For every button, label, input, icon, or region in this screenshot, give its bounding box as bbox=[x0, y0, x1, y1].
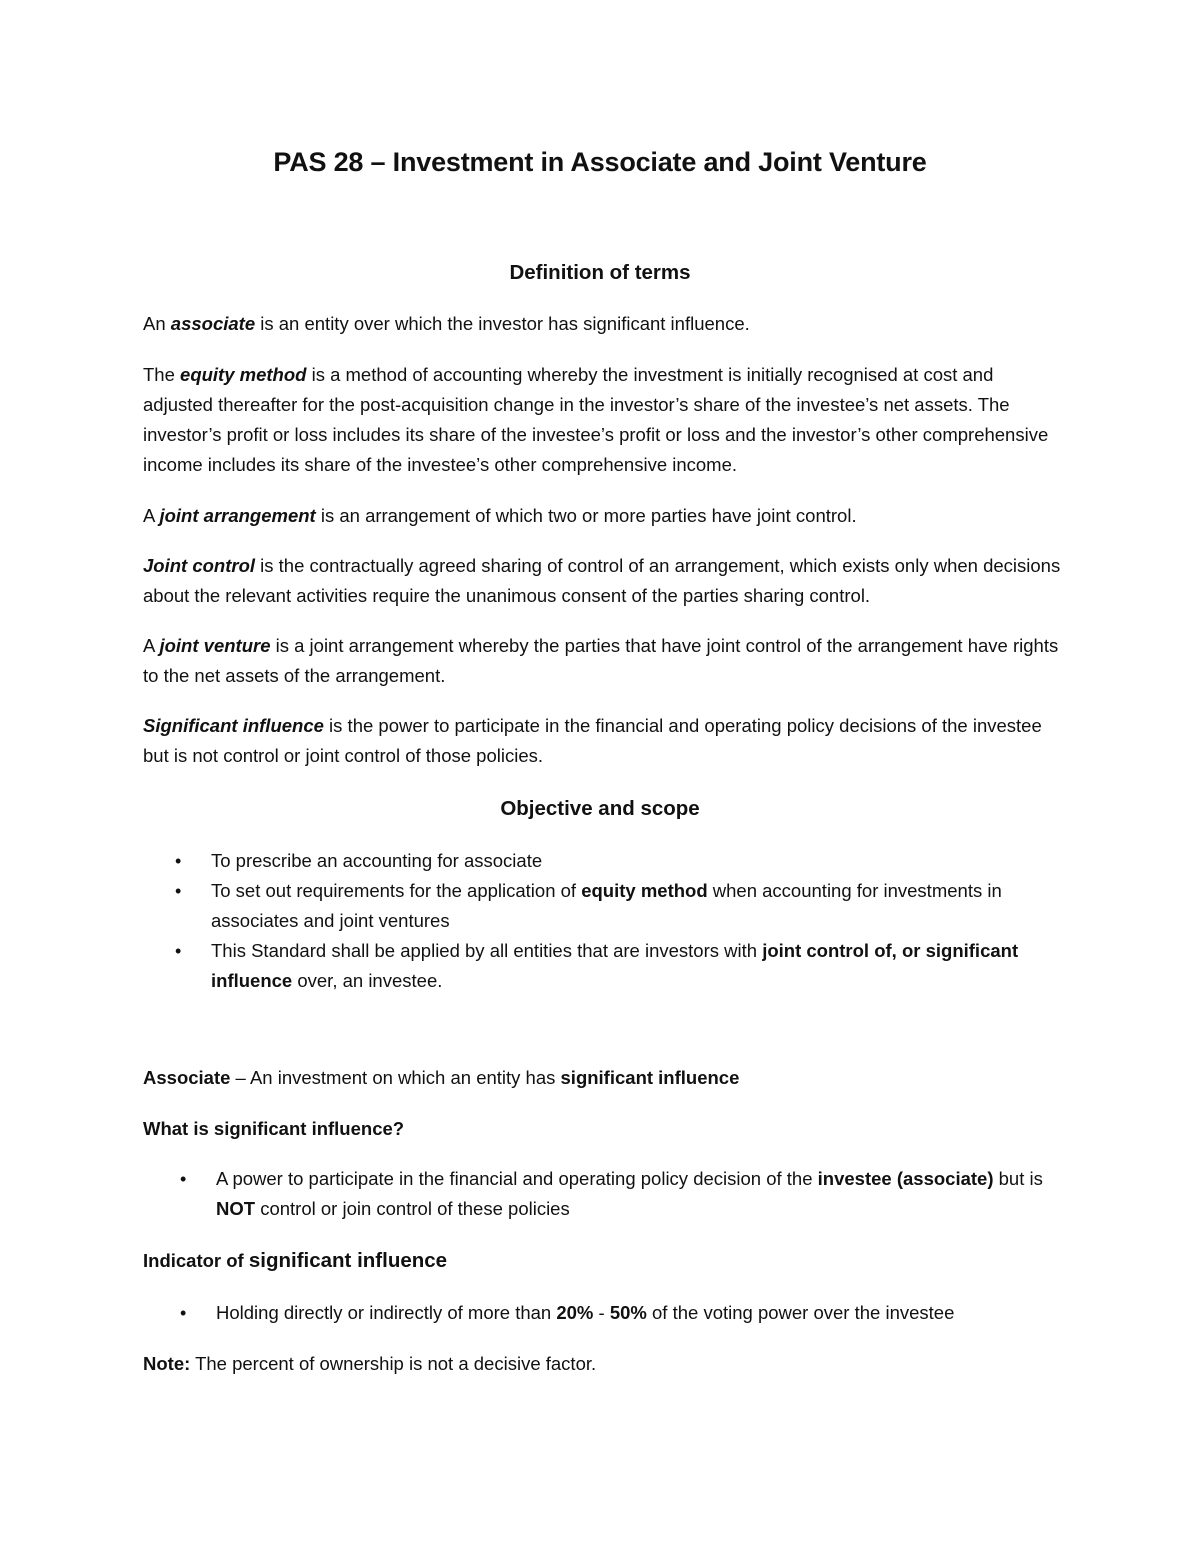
definition-term: Joint control bbox=[143, 555, 256, 576]
bullet-icon: • bbox=[175, 851, 182, 871]
list-item bbox=[143, 936, 1071, 996]
bullet-text: of the voting power over the investee bbox=[646, 1302, 955, 1323]
associate-label: Associate bbox=[143, 1067, 231, 1088]
note-text: The percent of ownership is not a decisive factor. bbox=[190, 1353, 597, 1374]
bullet-text: Holding directly or indirectly of more than bbox=[216, 1302, 557, 1323]
bullet-bold-text: 20% bbox=[556, 1302, 594, 1323]
bullet-bold-text: 50% bbox=[609, 1302, 647, 1323]
note-label: Note: bbox=[143, 1353, 191, 1374]
bullet-text: - bbox=[593, 1302, 610, 1323]
bullet-text: over, an investee. bbox=[292, 970, 443, 991]
bullet-icon: • bbox=[175, 881, 182, 901]
definition-term: joint arrangement bbox=[159, 505, 316, 526]
objective-heading: Objective and scope bbox=[500, 797, 700, 820]
list-item bbox=[148, 1298, 1076, 1328]
definition-term: joint venture bbox=[159, 635, 271, 656]
definition-text: is a method of accounting whereby the investment is initially recognised at cost and adjusted thereafter for the post-acquisition change in the investor’s share of the investee’s net assets. The investor’s profit or loss includes its share of the investee’s profit or loss and the investor’s other comprehensive income includes its share of the investee’s other comprehensive income. bbox=[143, 364, 1049, 475]
definition-significant-influence bbox=[143, 711, 1063, 771]
indicator-heading-emphasis: significant influence bbox=[248, 1249, 448, 1272]
indicator-heading bbox=[143, 1246, 1063, 1276]
bullet-text: To set out requirements for the application of bbox=[211, 880, 582, 901]
definition-joint-control bbox=[143, 551, 1063, 611]
bullet-text: To prescribe an accounting for associate bbox=[211, 850, 543, 871]
bullet-text: when accounting for investments in associates and joint ventures bbox=[211, 880, 1002, 931]
definition-text: is an entity over which the investor has significant influence. bbox=[255, 313, 750, 334]
list-item bbox=[148, 1164, 1076, 1224]
definition-term: equity method bbox=[180, 364, 307, 385]
list-item bbox=[143, 846, 1071, 876]
definition-joint-arrangement bbox=[143, 501, 1063, 531]
note-line bbox=[143, 1349, 1063, 1379]
definition-prefix: A bbox=[143, 635, 160, 656]
indicator-bullet-list bbox=[148, 1298, 1076, 1328]
associate-text: – An investment on which an entity has bbox=[230, 1067, 561, 1088]
list-item bbox=[143, 876, 1071, 936]
associate-bold-text: significant influence bbox=[560, 1067, 740, 1088]
bullet-icon: • bbox=[175, 941, 182, 961]
definition-term: Significant influence bbox=[143, 715, 324, 736]
objective-bullet-list bbox=[143, 846, 1071, 996]
definition-term: associate bbox=[170, 313, 256, 334]
definitions-heading: Definition of terms bbox=[509, 261, 691, 284]
definition-prefix: A bbox=[143, 505, 160, 526]
bullet-bold-text: equity method bbox=[581, 880, 708, 901]
definition-text: is the power to participate in the financial and operating policy decisions of the investee but is not control or joint control of those policies. bbox=[143, 715, 1042, 766]
bullet-text: but is bbox=[993, 1168, 1043, 1189]
indicator-heading-text: Indicator of bbox=[143, 1250, 249, 1271]
definition-equity-method bbox=[143, 360, 1063, 480]
bullet-text: control or join control of these policies bbox=[255, 1198, 570, 1219]
definition-text: is a joint arrangement whereby the parties that have joint control of the arrangement have rights to the net assets of the arrangement. bbox=[143, 635, 1059, 686]
associate-line bbox=[143, 1063, 1063, 1093]
bullet-text: This Standard shall be applied by all entities that are investors with bbox=[211, 940, 763, 961]
what-is-heading: What is significant influence? bbox=[143, 1118, 405, 1139]
bullet-bold-text: investee (associate) bbox=[817, 1168, 994, 1189]
definition-text: is the contractually agreed sharing of control of an arrangement, which exists only when decisions about the relevant activities require the unanimous consent of the parties sharing control. bbox=[143, 555, 1061, 606]
definition-joint-venture bbox=[143, 631, 1063, 691]
document-title: PAS 28 – Investment in Associate and Joint Venture bbox=[273, 147, 927, 177]
what-is-bullet-list bbox=[148, 1164, 1076, 1224]
definition-associate bbox=[143, 309, 1063, 339]
bullet-bold-text: joint control of, or significant influence bbox=[211, 940, 1019, 991]
bullet-icon: • bbox=[180, 1169, 187, 1189]
bullet-text: A power to participate in the financial and operating policy decision of the bbox=[216, 1168, 818, 1189]
definition-prefix: An bbox=[143, 313, 171, 334]
definition-prefix: The bbox=[143, 364, 181, 385]
bullet-icon: • bbox=[180, 1303, 187, 1323]
bullet-bold-text: NOT bbox=[216, 1198, 256, 1219]
definition-text: is an arrangement of which two or more parties have joint control. bbox=[315, 505, 857, 526]
